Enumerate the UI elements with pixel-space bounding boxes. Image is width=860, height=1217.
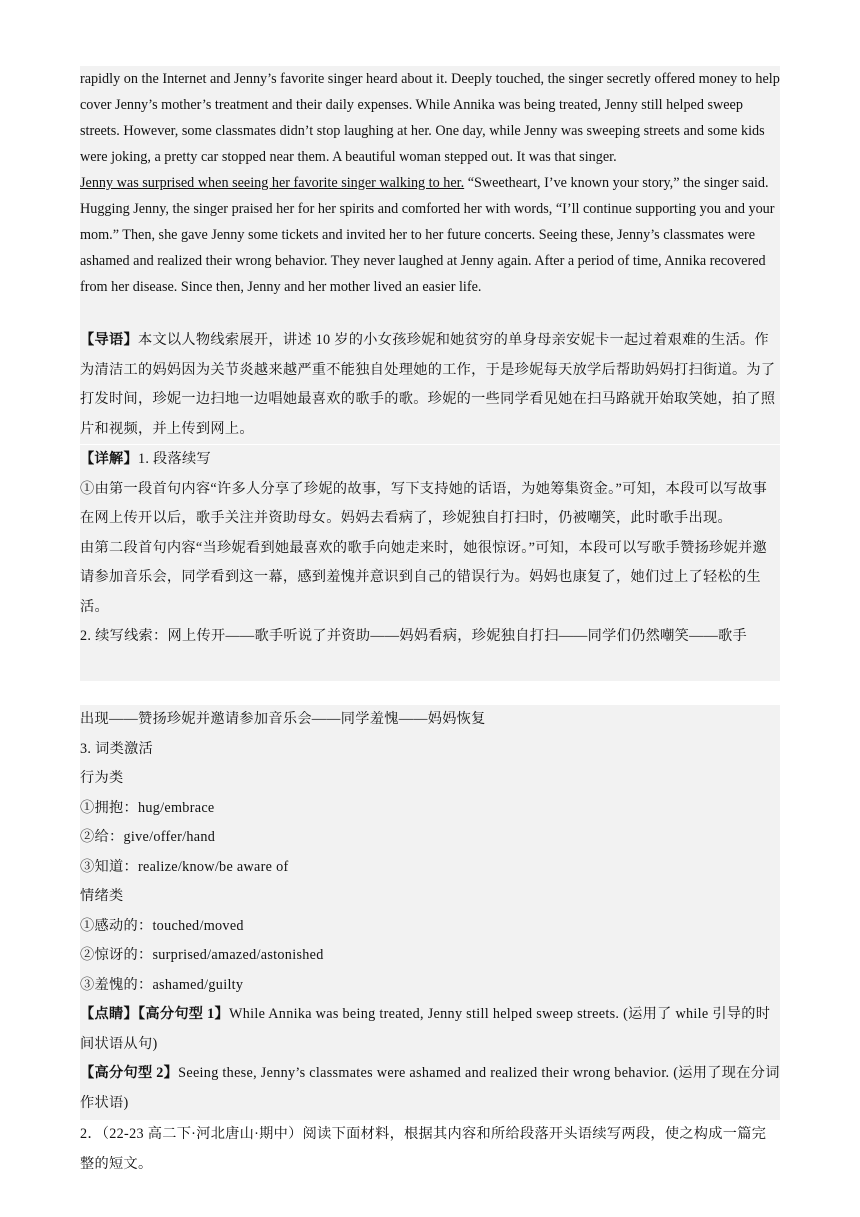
detail-label: 【详解】 (80, 451, 138, 467)
detail-heading (80, 445, 780, 475)
question-2-text: 2．（22-23 高二下·河北唐山·期中）阅读下面材料，根据其内容和所给段落开头语续写两段，使之构成一篇完整的短文。 (80, 1126, 767, 1172)
underlined-opening-sentence: Jenny was surprised when seeing her favorite singer walking to her. (80, 175, 465, 191)
word-item-6: ③羞愧的：ashamed/guilty (80, 976, 244, 993)
word-class-heading: 3. 词类激活 (80, 740, 154, 757)
question-2-block (80, 1120, 780, 1180)
word-item-2: ②给：give/offer/hand (80, 829, 216, 845)
clue-line-a: 2. 续写线索：网上传开——歌手听说了并资助——妈妈看病，珍妮独自打扫——同学们仍然嘲笑——歌手 (80, 628, 748, 644)
story-paragraph-2-body: “Sweetheart, I’ve known your story,” the singer said. Hugging Jenny, the singer praised her for her spirits and comforted her with words, “I’ll continue supporting you and your mom.” Then, she gave Jenny some tickets and invited her to her future concerts. Seeing these, Jenny’s classmates were ashamed and realized their wrong behavior. They never laughed at Jenny again. After a period of time, Annika recovered from her disease. Since then, Jenny and her mother lived an easier life. (80, 175, 775, 295)
highlight-text-2: Seeing these, Jenny’s classmates were ashamed and realized their wrong behavior. (运用了现在分词作状语) (80, 1065, 780, 1111)
guide-block (80, 326, 780, 444)
detail-block-continued (80, 705, 780, 1120)
highlight-sentence-1 (80, 1000, 780, 1059)
word-item-5: ②惊讶的：surprised/amazed/astonished (80, 947, 324, 963)
category-action: 行为类 (80, 770, 124, 786)
story-paragraph-2 (80, 170, 780, 300)
clue-line-b: 出现——赞扬珍妮并邀请参加音乐会——同学羞愧——妈妈恢复 (80, 711, 486, 727)
detail-block (80, 445, 780, 681)
category-emotion: 情绪类 (80, 888, 124, 904)
guide-text: 本文以人物线索展开，讲述 10 岁的小女孩珍妮和她贫穷的单身母亲安妮卡一起过着艰难的生活。作为清洁工的妈妈因为关节炎越来越严重不能独自处理她的工作，于是珍妮每天放学后帮助妈妈打扫街道。为了打发时间，珍妮一边扫地一边唱她最喜欢的歌手的歌。珍妮的一些同学看见她在扫马路就开始取笑她，拍了照片和视频，并上传到网上。 (80, 332, 776, 437)
guide-label: 【导语】 (80, 332, 138, 348)
word-item-1: ①拥抱：hug/embrace (80, 799, 215, 816)
guide-paragraph (80, 326, 780, 444)
detail-item-2: 由第二段首句内容“当珍妮看到她最喜欢的歌手向她走来时，她很惊讶。”可知，本段可以写歌手赞扬珍妮并邀请参加音乐会，同学看到这一幕，感到羞愧并意识到自己的错误行为。妈妈也康复了，她们过上了轻松的生活。 (80, 539, 768, 615)
story-paragraph-1: rapidly on the Internet and Jenny’s favorite singer heard about it. Deeply touched, the singer secretly offered money to help cover Jenny’s mother’s treatment and their daily expenses. While Annika was being treated, Jenny still helped sweep streets. However, some classmates didn’t stop laughing at her. One day, while Jenny was sweeping streets and some kids were joking, a pretty car stopped near them. A beautiful woman stepped out. It was that singer. (80, 71, 780, 165)
highlight-label-2: 【高分句型 2】 (80, 1065, 179, 1081)
detail-item-1: ①由第一段首句内容“许多人分享了珍妮的故事，写下支持她的话语，为她筹集资金。”可知，本段可以写故事在网上传开以后，歌手关注并资助母女。妈妈去看病了，珍妮独自打扫时，仍被嘲笑，此时歌手出现。 (80, 480, 768, 526)
highlight-label-1: 【点睛】【高分句型 1】 (80, 1006, 230, 1022)
word-item-4: ①感动的：touched/moved (80, 917, 244, 934)
highlight-sentence-2 (80, 1059, 780, 1118)
detail-heading-1: 1. 段落续写 (137, 451, 211, 467)
story-block (80, 66, 780, 326)
word-item-3: ③知道：realize/know/be aware of (80, 858, 289, 875)
highlight-text-1: While Annika was being treated, Jenny still helped sweep streets. (运用了 while 引导的时间状语从句) (80, 1006, 771, 1052)
